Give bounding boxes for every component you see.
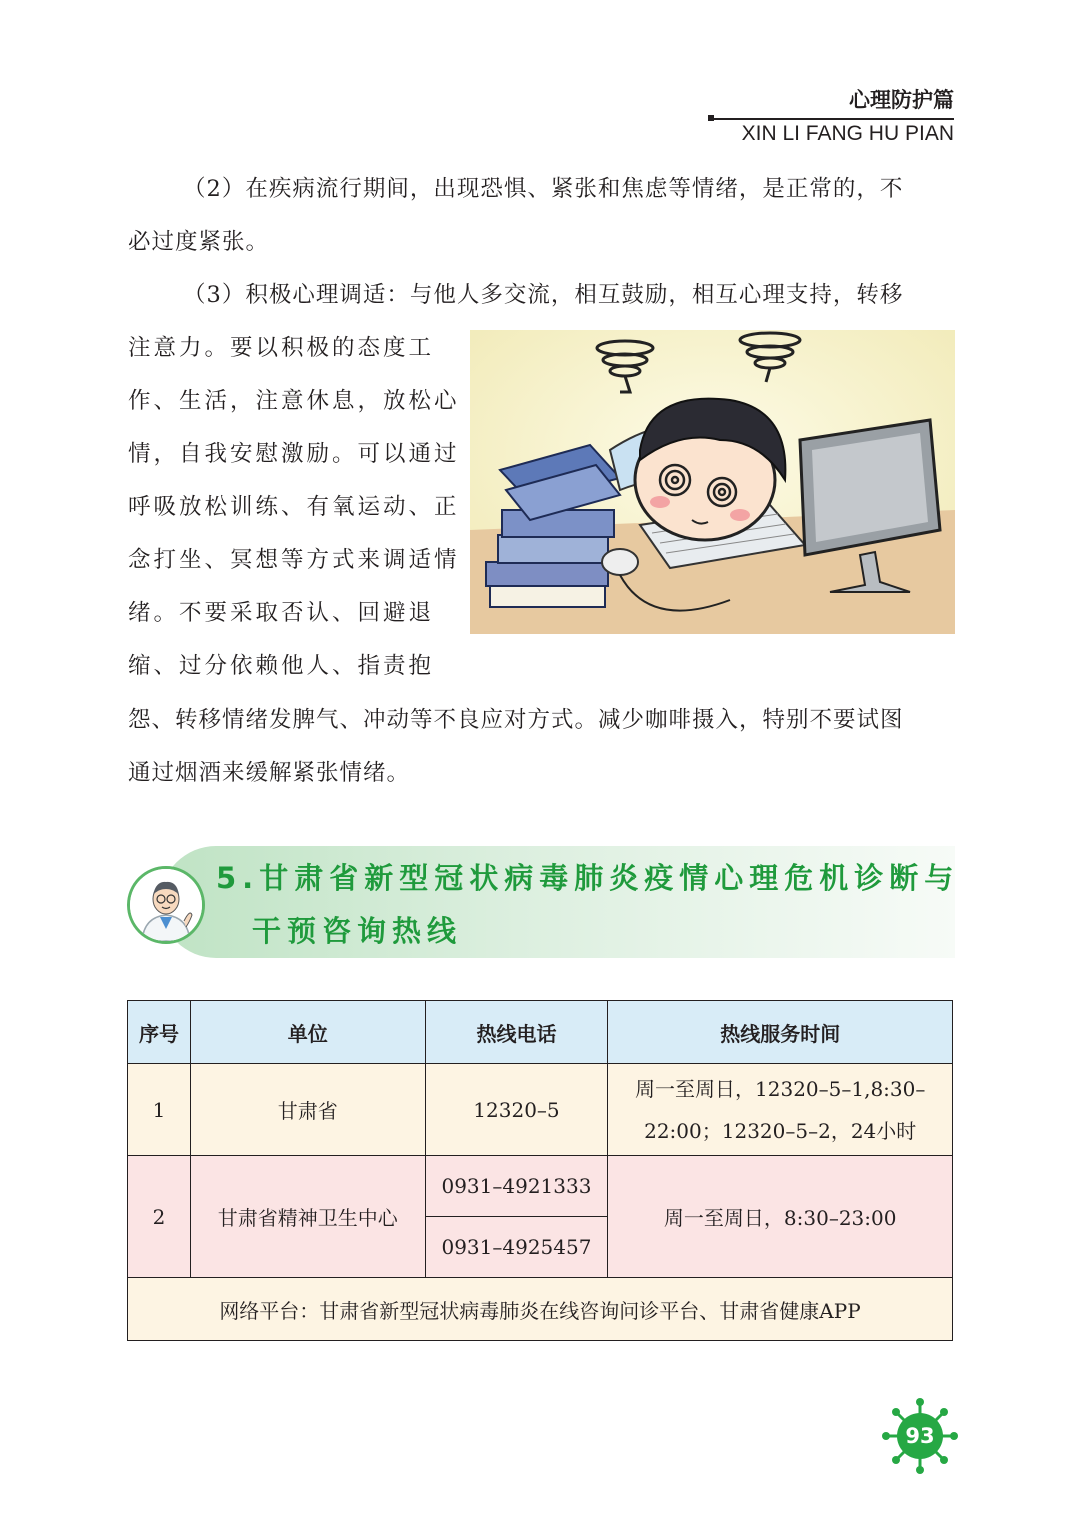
paragraph-line: 怨、转移情绪发脾气、冲动等不良应对方式。减少咖啡摄入，特别不要试图 bbox=[128, 707, 904, 733]
chapter-title-en: XIN LI FANG HU PIAN bbox=[741, 122, 954, 145]
stressed-worker-illustration bbox=[470, 330, 955, 634]
column-header-phone: 热线电话 bbox=[425, 1001, 608, 1064]
column-header-number: 序号 bbox=[128, 1001, 191, 1064]
row-unit: 甘肃省精神卫生中心 bbox=[190, 1156, 425, 1278]
row-number: 2 bbox=[128, 1156, 191, 1278]
table-row bbox=[128, 1156, 953, 1217]
table-row bbox=[128, 1064, 953, 1156]
column-header-unit: 单位 bbox=[190, 1001, 425, 1064]
hotline-table bbox=[127, 1000, 953, 1341]
paragraph-line: 情，自我安慰激励。可以通过 bbox=[128, 441, 460, 467]
row-hours: 周一至周日，8:30–23:00 bbox=[608, 1156, 953, 1278]
doctor-avatar-icon bbox=[127, 866, 205, 944]
table-header-row bbox=[128, 1001, 953, 1064]
row-hours-line: 周一至周日，12320–5–1,8:30– bbox=[635, 1076, 926, 1101]
paragraph-line: 作、生活，注意休息，放松心 bbox=[128, 388, 460, 414]
online-platform-note: 网络平台：甘肃省新型冠状病毒肺炎在线咨询问诊平台、甘肃省健康APP bbox=[128, 1278, 953, 1341]
column-header-hours: 热线服务时间 bbox=[608, 1001, 953, 1064]
row-phone: 0931–4921333 bbox=[425, 1156, 608, 1217]
paragraph-line: 呼吸放松训练、有氧运动、正 bbox=[128, 494, 460, 520]
paragraph-line: 通过烟酒来缓解紧张情绪。 bbox=[128, 760, 411, 786]
paragraph-line: （2）在疾病流行期间，出现恐惧、紧张和焦虑等情绪，是正常的，不 bbox=[183, 176, 904, 202]
paragraph-3-tail bbox=[128, 694, 956, 800]
section-title bbox=[216, 852, 959, 958]
table-footer-row bbox=[128, 1278, 953, 1341]
row-hours-line: 22:00；12320–5–2，24小时 bbox=[644, 1118, 917, 1143]
paragraph-line: 必过度紧张。 bbox=[128, 229, 270, 255]
row-phone: 0931–4925457 bbox=[425, 1217, 608, 1278]
paragraph-line: 缩、过分依赖他人、指责抱 bbox=[128, 653, 435, 679]
row-hours bbox=[608, 1064, 953, 1156]
section-title-line: 干预咨询热线 bbox=[252, 914, 463, 948]
page-number-badge bbox=[880, 1396, 960, 1476]
section-title-line: 5.甘肃省新型冠状病毒肺炎疫情心理危机诊断与 bbox=[216, 861, 960, 895]
paragraph-2 bbox=[128, 163, 956, 269]
paragraph-line: 注意力。要以积极的态度工 bbox=[128, 335, 435, 361]
chapter-title-cn: 心理防护篇 bbox=[849, 88, 954, 112]
paragraph-3-lead bbox=[128, 269, 956, 322]
paragraph-line: 绪。不要采取否认、回避退 bbox=[128, 600, 435, 626]
row-phone: 12320–5 bbox=[425, 1064, 608, 1156]
header-rule bbox=[708, 118, 954, 120]
paragraph-line: 念打坐、冥想等方式来调适情 bbox=[128, 547, 460, 573]
row-number: 1 bbox=[128, 1064, 191, 1156]
paragraph-3-wrapped bbox=[128, 322, 460, 693]
row-unit: 甘肃省 bbox=[190, 1064, 425, 1156]
page-number: 93 bbox=[905, 1424, 935, 1448]
paragraph-line: （3）积极心理调适：与他人多交流，相互鼓励，相互心理支持，转移 bbox=[183, 282, 904, 308]
